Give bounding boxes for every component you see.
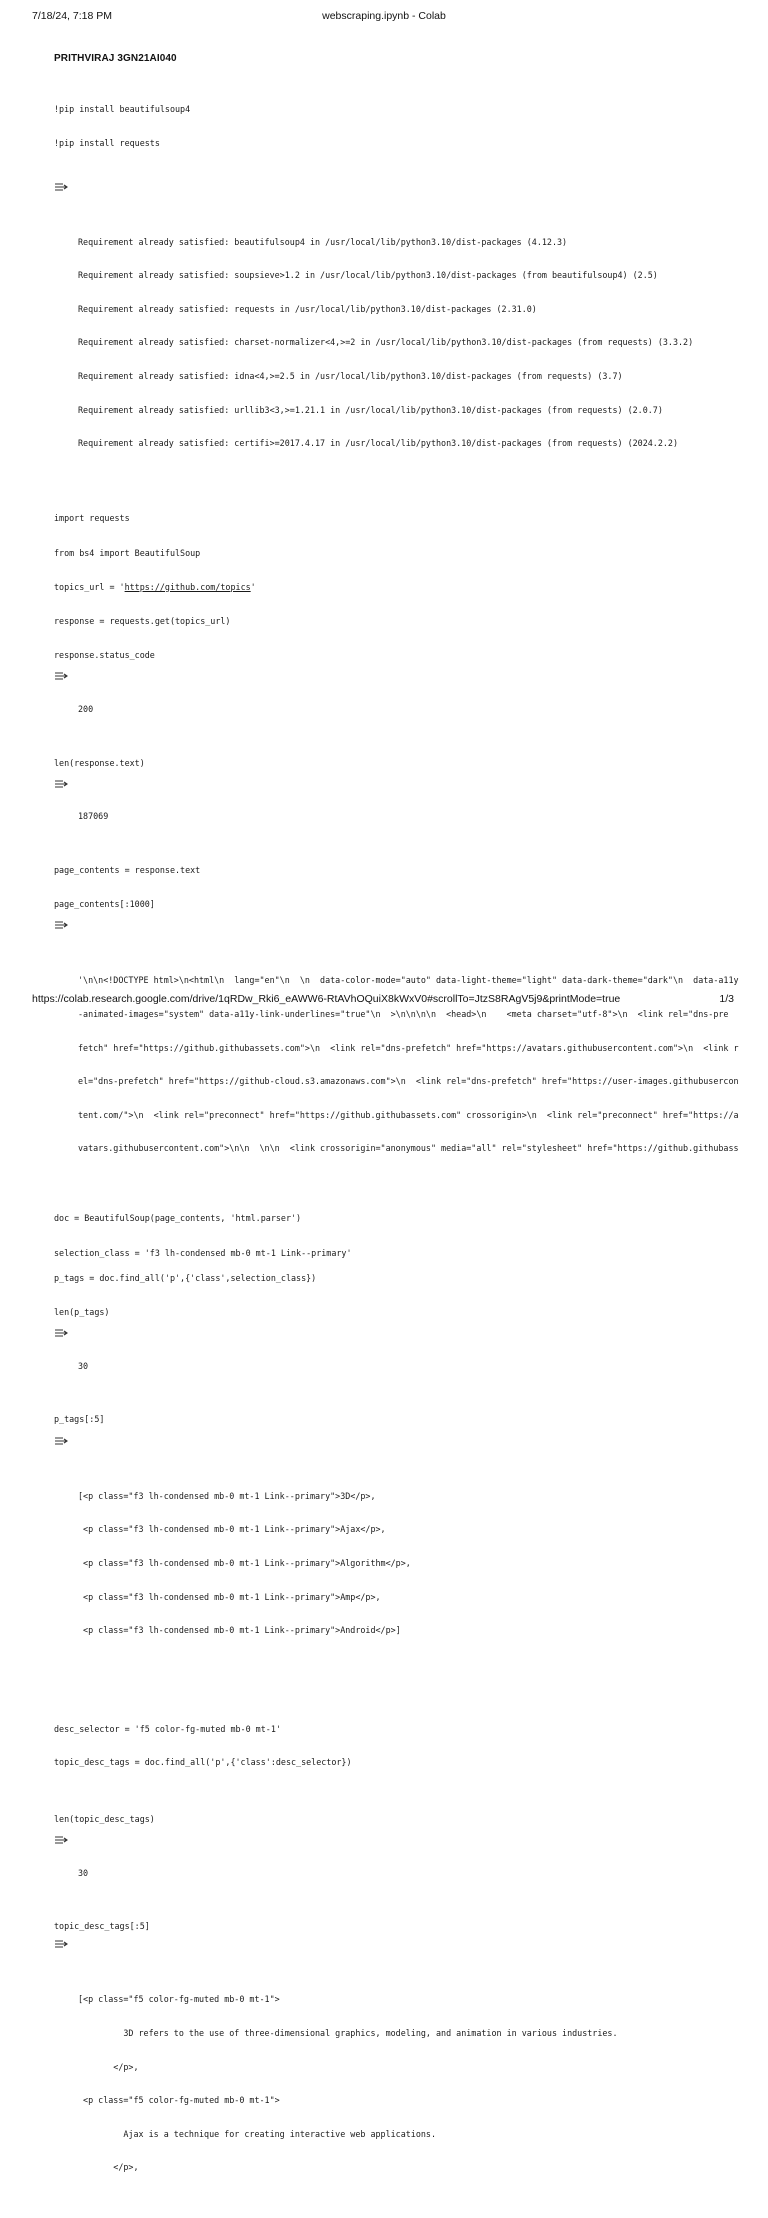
code-line: !pip install beautifulsoup4 <box>54 104 191 115</box>
code-cell-status-code[interactable] <box>54 650 744 661</box>
output-line: -animated-images="system" data-a11y-link-underlines="true"\n >\n\n\n\n <head>\n <meta charset="utf-8">\n <link rel="dns-pre <box>78 1009 729 1019</box>
code-line: page_contents[:1000] <box>54 899 155 910</box>
code-cell-pip[interactable] <box>54 82 744 172</box>
output-icon[interactable] <box>54 779 68 789</box>
code-text: ' <box>250 581 256 592</box>
output-line: </p>, <box>78 2162 139 2173</box>
code-line: import requests <box>54 513 130 524</box>
output-cell-pip <box>54 181 744 495</box>
output-line: 187069 <box>78 811 109 822</box>
code-cell-desc-selector[interactable] <box>54 1701 744 1791</box>
output-icon[interactable] <box>54 182 68 192</box>
print-footer <box>0 993 768 1009</box>
page-url: https://colab.research.google.com/drive/1qRDw_Rki6_eAWW6-RtAVhOQuiX8kWxV0#scrollTo=JtzS8RAgV5j9&printMode=true <box>32 993 621 1005</box>
output-line: el="dns-prefetch" href="https://github-cloud.s3.amazonaws.com">\n <link rel="dns-prefetch" href="https://user-images.githubusercon <box>78 1076 739 1087</box>
output-icon[interactable] <box>54 1939 68 1949</box>
code-line: response = requests.get(topics_url) <box>54 615 231 626</box>
code-line: response.status_code <box>54 650 155 661</box>
output-line: Requirement already satisfied: requests in /usr/local/lib/python3.10/dist-packages (2.31.0) <box>78 303 537 314</box>
output-cell-status-code <box>54 670 744 737</box>
output-line: Requirement already satisfied: certifi>=2017.4.17 in /usr/local/lib/python3.10/dist-packages (from requests) (2024.2.2) <box>78 438 679 449</box>
output-icon[interactable] <box>54 1436 68 1446</box>
print-header <box>0 10 768 26</box>
code-cell-response[interactable] <box>54 616 744 627</box>
code-line: len(p_tags) <box>54 1307 110 1318</box>
page-number: 1/3 <box>719 993 734 1005</box>
code-cell-desc-slice[interactable] <box>54 1921 744 1932</box>
code-cell-doc[interactable] <box>54 1213 744 1224</box>
code-cell-p-tags[interactable] <box>54 1273 744 1284</box>
code-cell-len-p-tags[interactable] <box>54 1307 744 1318</box>
code-line: topic_desc_tags = doc.find_all('p',{'class':desc_selector}) <box>54 1757 352 1768</box>
output-cell-p-tags-slice <box>54 1435 744 1681</box>
output-line: 30 <box>78 1360 89 1371</box>
output-icon[interactable] <box>54 1835 68 1845</box>
code-line: selection_class = 'f3 lh-condensed mb-0 mt-1 Link--primary' <box>54 1247 352 1258</box>
output-line: 3D refers to the use of three-dimensional graphics, modeling, and animation in various industries. <box>78 2028 618 2039</box>
code-cell-page-contents[interactable] <box>54 865 744 876</box>
output-line: fetch" href="https://github.githubassets.com">\n <link rel="dns-prefetch" href="https://avatars.githubusercontent.com">\n <link r <box>78 1042 739 1053</box>
document-title: webscraping.ipynb - Colab <box>322 10 446 22</box>
output-cell-page-slice <box>54 919 744 1199</box>
code-line: len(response.text) <box>54 757 145 768</box>
output-line: Requirement already satisfied: beautifulsoup4 in /usr/local/lib/python3.10/dist-packages (4.12.3) <box>78 236 568 247</box>
output-line: 30 <box>78 1867 89 1878</box>
output-line: vatars.githubusercontent.com">\n\n \n\n <link crossorigin="anonymous" media="all" rel="stylesheet" href="https://github.githubass <box>78 1143 739 1154</box>
code-text: topics_url = ' <box>54 581 125 592</box>
output-line: '\n\n<!DOCTYPE html>\n<html\n lang="en"\n \n data-color-mode="auto" data-light-theme="light" data-dark-theme="dark"\n data-a11y <box>78 975 739 986</box>
code-line: page_contents = response.text <box>54 864 201 875</box>
code-cell-len-desc[interactable] <box>54 1814 744 1825</box>
author-heading: PRITHVIRAJ 3GN21AI040 <box>54 53 177 64</box>
output-line: <p class="f3 lh-condensed mb-0 mt-1 Link--primary">Algorithm</p>, <box>78 1557 411 1568</box>
code-line: p_tags = doc.find_all('p',{'class',selection_class}) <box>54 1272 317 1283</box>
output-line: <p class="f5 color-fg-muted mb-0 mt-1"> <box>78 2095 280 2106</box>
print-date: 7/18/24, 7:18 PM <box>32 10 112 22</box>
code-cell-topics-url[interactable] <box>54 582 744 593</box>
code-cell-import-requests[interactable] <box>54 513 744 524</box>
output-line: [<p class="f5 color-fg-muted mb-0 mt-1"> <box>78 1994 280 2005</box>
code-line <box>54 582 744 593</box>
code-line: !pip install requests <box>54 138 160 149</box>
code-line: topic_desc_tags[:5] <box>54 1921 150 1932</box>
code-cell-selection-class[interactable] <box>54 1248 744 1259</box>
code-cell-page-slice[interactable] <box>54 899 744 910</box>
output-icon[interactable] <box>54 671 68 681</box>
code-line: doc = BeautifulSoup(page_contents, 'html.parser') <box>54 1213 302 1224</box>
output-line: Requirement already satisfied: urllib3<3,>=1.21.1 in /usr/local/lib/python3.10/dist-packages (from requests) (2.0.7) <box>78 404 663 415</box>
code-line: from bs4 import BeautifulSoup <box>54 547 201 558</box>
code-line: len(topic_desc_tags) <box>54 1813 155 1824</box>
code-cell-import-bs4[interactable] <box>54 548 744 559</box>
output-line: [<p class="f3 lh-condensed mb-0 mt-1 Link--primary">3D</p>, <box>78 1490 376 1501</box>
code-line: desc_selector = 'f5 color-fg-muted mb-0 mt-1' <box>54 1723 281 1734</box>
output-line: Requirement already satisfied: soupsieve>1.2 in /usr/local/lib/python3.10/dist-packages (from beautifulsoup4) (2.5) <box>78 270 658 281</box>
code-cell-len-text[interactable] <box>54 758 744 769</box>
code-cell-p-tags-slice[interactable] <box>54 1414 744 1425</box>
output-line: <p class="f3 lh-condensed mb-0 mt-1 Link--primary">Android</p>] <box>78 1625 401 1636</box>
notebook-content <box>54 82 744 2218</box>
output-line: tent.com/">\n <link rel="preconnect" href="https://github.githubassets.com" crossorigin>\n <link rel="preconnect" href="https://a <box>78 1109 739 1120</box>
output-line: <p class="f3 lh-condensed mb-0 mt-1 Link--primary">Ajax</p>, <box>78 1524 386 1535</box>
output-line: </p>, <box>78 2061 139 2072</box>
output-icon[interactable] <box>54 920 68 930</box>
output-line: 200 <box>78 703 94 714</box>
output-line: Requirement already satisfied: charset-normalizer<4,>=2 in /usr/local/lib/python3.10/dist-packages (from requests) (3.3.2) <box>78 337 694 348</box>
output-cell-len-desc <box>54 1834 744 1901</box>
output-cell-desc-slice <box>54 1938 744 2218</box>
code-line: p_tags[:5] <box>54 1414 105 1425</box>
output-cell-len-text <box>54 778 744 845</box>
output-line: Ajax is a technique for creating interactive web applications. <box>78 2128 436 2139</box>
output-cell-len-p-tags <box>54 1327 744 1394</box>
output-line: Requirement already satisfied: idna<4,>=2.5 in /usr/local/lib/python3.10/dist-packages (from requests) (3.7) <box>78 371 623 382</box>
output-icon[interactable] <box>54 1328 68 1338</box>
topics-url-link[interactable]: https://github.com/topics <box>124 581 251 592</box>
output-line: <p class="f3 lh-condensed mb-0 mt-1 Link--primary">Amp</p>, <box>78 1591 381 1602</box>
